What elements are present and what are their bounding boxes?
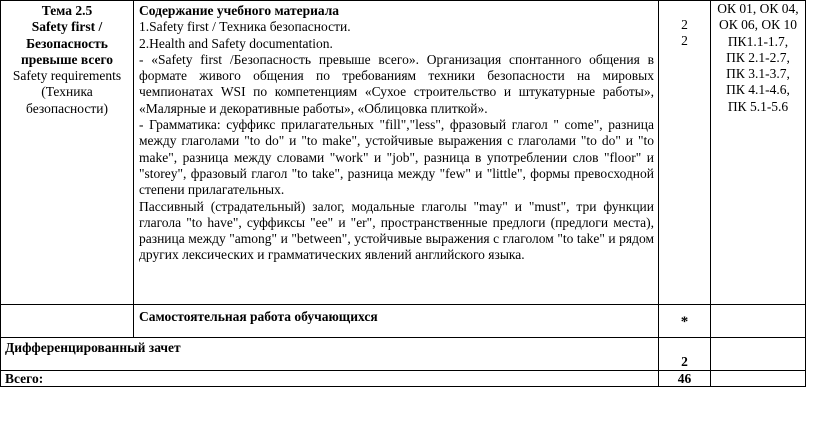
- independent-work-label: Самостоятельная работа обучающихся: [133, 304, 659, 338]
- credit-label: Дифференцированный зачет: [0, 337, 659, 371]
- independent-work-comp-cell: [710, 304, 806, 338]
- credit-hours: 2: [658, 337, 711, 371]
- topic-title-line1: Тема 2.5: [41, 3, 93, 18]
- competency-line-7: ПК 5.1-5.6: [727, 98, 789, 114]
- content-item-4: - Грамматика: суффикс прилагательных "fill","less", фразовый глагол " come", разница между глаголами "to do" и "to make", устойчивые выражения с глаголами "to do" и "to make", разница между словами "work" и "job", разница в употреблении слов "floor" и "storey", фразовый глагол "to take", разница между "few" и "little", формы превосходной степени прилагательных.: [139, 117, 654, 198]
- competency-line-4: ПК 2.1-2.7,: [726, 49, 790, 65]
- topic-subtitle-line1: Safety requirements: [12, 68, 122, 84]
- topic-title-line4: превыше всего: [20, 51, 114, 67]
- hours-value-1: 2: [681, 17, 688, 32]
- topic-cell: [0, 0, 134, 305]
- topic-title-line2: Safety first /: [31, 19, 103, 35]
- competency-line-5: ПК 3.1-3.7,: [726, 66, 790, 82]
- competency-line-6: ПК 4.1-4.6,: [726, 82, 790, 98]
- hours-cell: [658, 0, 711, 305]
- topic-subtitle-line3: безопасности): [26, 100, 108, 116]
- credit-comp-cell: [710, 337, 806, 371]
- competencies-cell: [710, 0, 806, 305]
- total-label: Всего:: [0, 370, 659, 387]
- total-hours: 46: [658, 370, 711, 387]
- independent-work-empty-cell: [0, 304, 134, 338]
- competency-line-1: ОК 01, ОК 04,: [717, 1, 799, 16]
- topic-title-line3: Безопасность: [26, 35, 108, 51]
- hours-value-2: 2: [681, 33, 688, 49]
- competency-line-3: ПК1.1-1.7,: [727, 33, 789, 49]
- independent-work-hours: *: [658, 304, 711, 338]
- content-item-2: 2.Health and Safety documentation.: [139, 35, 333, 51]
- total-comp-cell: [710, 370, 806, 387]
- content-cell: [133, 0, 659, 305]
- content-item-5: Пассивный (страдательный) залог, модальные глаголы "may" и "must", три функции глагола "to have", суффиксы "ee" и "er", пространственные предлоги (предлоги места), разница между "among" и "between", устойчивые выражения с глаголом "to take" и рядом других лексических и грамматических явлений английского языка.: [139, 198, 654, 263]
- content-item-3: - «Safety first /Безопасность превыше всего». Организация спонтанного общения в формате живого общения по требованиям техники безопасности на мировых чемпионатах WSI по компетенциям «Сухое строительство и штукатурные работы», «Малярные и декоративные работы», «Облицовка плиткой».: [139, 51, 654, 116]
- content-item-1: 1.Safety first / Техника безопасности.: [139, 19, 351, 35]
- competency-line-2: ОК 06, ОК 10: [718, 17, 797, 33]
- topic-subtitle-line2: (Техника: [41, 84, 93, 100]
- content-heading: Содержание учебного материала: [139, 3, 340, 18]
